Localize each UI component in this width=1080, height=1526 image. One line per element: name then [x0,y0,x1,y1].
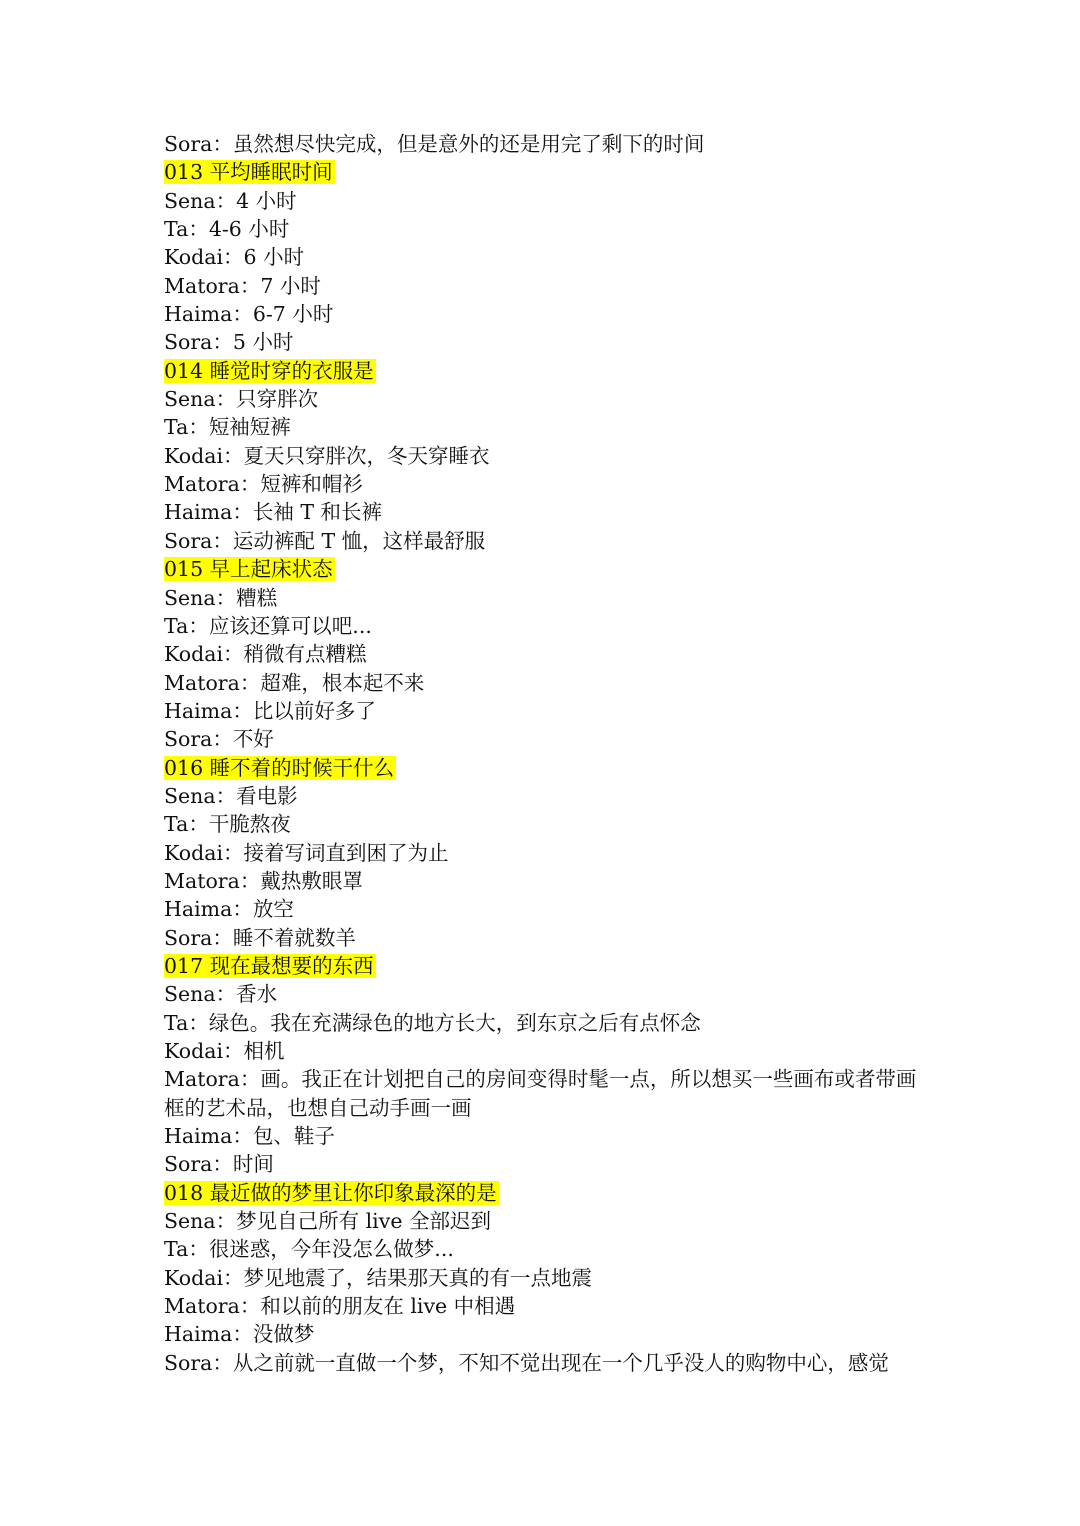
answer-line [164,612,924,640]
answer-text: 干脆熬夜 [208,812,291,837]
answer-text: 很迷惑，今年没怎么做梦... [208,1237,454,1262]
answer-line [164,300,924,328]
question-heading-text: 014 睡觉时穿的衣服是 [164,358,374,383]
answer-line [164,187,924,215]
speaker-separator: ： [232,500,253,525]
speaker-separator: ： [239,868,261,893]
speaker-name: Matora [164,670,240,695]
speaker-name: Sora [164,528,213,553]
answer-text: 短袖短裤 [208,415,291,440]
answer-text: 梦见地震了，结果那天真的有一点地震 [243,1265,593,1290]
question-heading [164,754,924,782]
question-heading [164,357,924,385]
speaker-name: Sena [164,982,216,1007]
speaker-separator: ： [188,217,209,242]
speaker-separator: ： [239,273,261,298]
speaker-name: Haima [164,1124,233,1149]
speaker-name: Sena [164,1209,216,1234]
speaker-separator: ： [212,727,233,752]
answer-text: 4 小时 [236,188,297,213]
speaker-separator: ： [212,1152,233,1177]
answer-text: 放空 [252,897,294,922]
question-heading-text: 016 睡不着的时候干什么 [164,755,395,780]
answer-text: 和以前的朋友在 live 中相遇 [260,1294,516,1319]
answer-text: 包、鞋子 [252,1124,335,1149]
speaker-separator: ： [239,1067,261,1092]
speaker-separator: ： [212,330,233,355]
answer-line [164,980,924,1008]
interview-text-body [164,130,924,1377]
answer-line [164,470,924,498]
answer-text: 6-7 小时 [252,302,334,327]
speaker-separator: ： [212,132,233,156]
answer-text: 6 小时 [243,245,305,270]
answer-text: 看电影 [236,783,298,808]
speaker-name: Sora [164,727,213,752]
question-heading-text: 013 平均睡眠时间 [164,160,333,185]
answer-line [164,1207,924,1235]
speaker-separator: ： [215,1209,237,1234]
speaker-name: Haima [164,1322,233,1347]
speaker-name: Kodai [164,840,224,865]
speaker-separator: ： [223,840,244,865]
speaker-separator: ： [215,783,237,808]
answer-line [164,527,924,555]
speaker-separator: ： [212,528,233,553]
speaker-separator: ： [223,443,244,468]
speaker-name: Kodai [164,1039,224,1063]
speaker-name: Sora [164,925,213,950]
answer-text: 7 小时 [260,273,321,298]
answer-line [164,1349,924,1377]
speaker-name: Ta [164,415,189,440]
speaker-name: Ta [164,1237,189,1262]
answer-line [164,1009,924,1037]
answer-text: 只穿胖次 [236,387,319,412]
speaker-name: Matora [164,1294,240,1319]
answer-line [164,839,924,867]
answer-line [164,442,924,470]
answer-text: 香水 [236,982,278,1007]
answer-line [164,1235,924,1263]
speaker-name: Matora [164,868,240,893]
speaker-separator: ： [223,245,244,270]
question-heading [164,1179,924,1207]
answer-line [164,1320,924,1348]
answer-line [164,215,924,243]
answer-line [164,1292,924,1320]
answer-line [164,640,924,668]
answer-line [164,130,924,158]
speaker-separator: ： [232,302,253,327]
speaker-name: Matora [164,273,240,298]
answer-text: 4-6 小时 [208,217,290,242]
speaker-name: Matora [164,1067,240,1092]
answer-text: 长袖 T 和长裤 [252,500,383,525]
speaker-name: Ta [164,217,189,242]
speaker-separator: ： [188,1010,209,1035]
answer-text: 稍微有点糟糕 [243,642,367,667]
speaker-name: Sena [164,188,216,213]
question-heading-text: 018 最近做的梦里让你印象最深的是 [164,1180,497,1205]
speaker-separator: ： [239,1294,261,1319]
answer-line [164,669,924,697]
question-heading [164,158,924,186]
question-heading [164,952,924,980]
answer-line [164,272,924,300]
speaker-separator: ： [232,1322,253,1347]
question-heading-text: 017 现在最想要的东西 [164,953,374,978]
answer-text: 比以前好多了 [252,698,376,723]
speaker-separator: ： [223,1039,244,1063]
speaker-name: Kodai [164,245,224,270]
speaker-separator: ： [188,1237,209,1262]
answer-text: 画。我正在计划把自己的房间变得时髦一点，所以想买一些画布或者带画框的艺术品，也想自己动手画一画 [164,1067,917,1120]
speaker-separator: ： [232,897,253,922]
answer-line [164,895,924,923]
answer-text: 夏天只穿胖次，冬天穿睡衣 [243,443,490,468]
speaker-name: Haima [164,698,233,723]
speaker-name: Ta [164,812,189,837]
answer-text: 没做梦 [252,1322,315,1347]
speaker-separator: ： [212,1350,233,1375]
answer-line [164,1037,924,1065]
answer-text: 虽然想尽快完成，但是意外的还是用完了剩下的时间 [232,132,705,156]
answer-line [164,810,924,838]
answer-text: 应该还算可以吧... [208,613,372,638]
speaker-name: Haima [164,897,233,922]
speaker-separator: ： [223,642,244,667]
speaker-name: Haima [164,500,233,525]
answer-line [164,328,924,356]
question-heading-text: 015 早上起床状态 [164,557,333,582]
speaker-separator: ： [232,1124,253,1149]
speaker-name: Kodai [164,642,224,667]
speaker-name: Sora [164,330,213,355]
speaker-name: Haima [164,302,233,327]
answer-text: 运动裤配 T 恤，这样最舒服 [232,528,486,553]
answer-line [164,1264,924,1292]
speaker-name: Kodai [164,1265,224,1290]
answer-text: 不好 [232,727,274,752]
answer-text: 绿色。我在充满绿色的地方长大，到东京之后有点怀念 [208,1010,701,1035]
speaker-name: Ta [164,1010,189,1035]
speaker-name: Sora [164,1152,213,1177]
speaker-separator: ： [223,1265,244,1290]
answer-line [164,243,924,271]
speaker-separator: ： [188,812,209,837]
speaker-separator: ： [212,925,233,950]
answer-text: 梦见自己所有 live 全部迟到 [236,1209,491,1234]
answer-text: 5 小时 [232,330,294,355]
answer-line [164,1150,924,1178]
answer-line [164,782,924,810]
answer-text: 时间 [232,1152,274,1177]
answer-text: 糟糕 [236,585,278,610]
answer-text: 相机 [243,1039,285,1063]
answer-line [164,1122,924,1150]
answer-text: 睡不着就数羊 [232,925,356,950]
speaker-name: Kodai [164,443,224,468]
speaker-separator: ： [215,188,237,213]
speaker-name: Ta [164,613,189,638]
speaker-name: Sena [164,585,216,610]
answer-text: 从之前就一直做一个梦，不知不觉出现在一个几乎没人的购物中心，感觉 [232,1350,889,1375]
question-heading [164,555,924,583]
answer-line [164,498,924,526]
answer-line [164,385,924,413]
answer-line [164,725,924,753]
speaker-separator: ： [215,585,237,610]
speaker-name: Sena [164,783,216,808]
speaker-name: Sora [164,1350,213,1375]
answer-text: 戴热敷眼罩 [260,868,363,893]
answer-line [164,584,924,612]
speaker-separator: ： [215,387,237,412]
answer-line [164,924,924,952]
answer-line [164,867,924,895]
answer-text: 超难，根本起不来 [260,670,425,695]
answer-text: 短裤和帽衫 [260,472,363,497]
speaker-separator: ： [188,415,209,440]
speaker-separator: ： [239,670,261,695]
speaker-separator: ： [239,472,261,497]
speaker-separator: ： [188,613,209,638]
answer-line [164,1065,924,1122]
speaker-separator: ： [215,982,237,1007]
answer-line [164,697,924,725]
speaker-name: Matora [164,472,240,497]
answer-text: 接着写词直到困了为止 [243,840,449,865]
speaker-separator: ： [232,698,253,723]
speaker-name: Sora [164,132,213,156]
speaker-name: Sena [164,387,216,412]
answer-line [164,413,924,441]
